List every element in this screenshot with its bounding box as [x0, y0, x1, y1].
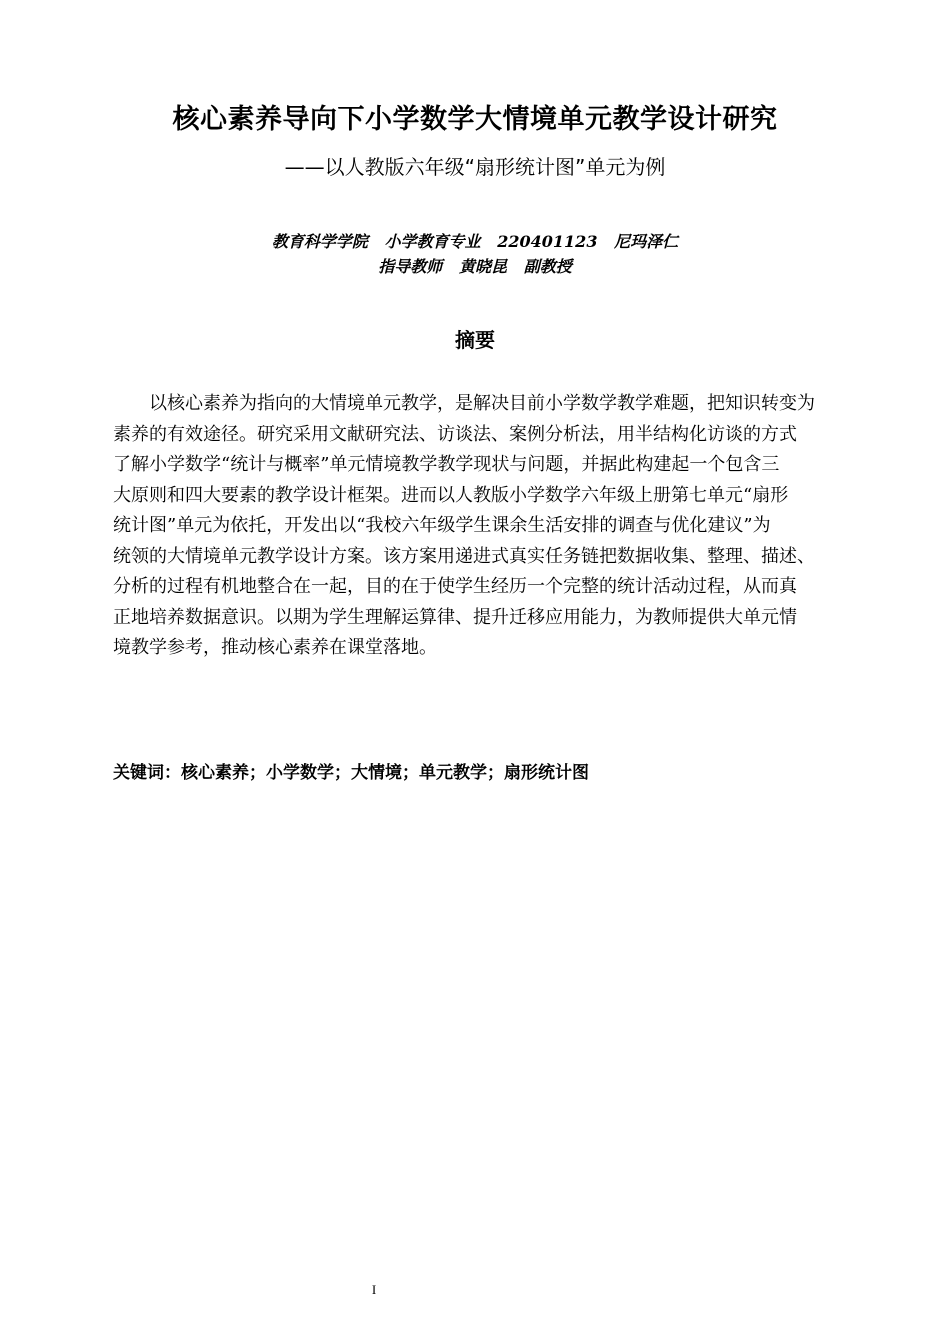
abstract-line: 统领的大情境单元教学设计方案。该方案用递进式真实任务链把数据收集、整理、描述、 [113, 545, 815, 567]
keywords: 关键词：核心素养；小学数学；大情境；单元教学；扇形统计图 [113, 763, 589, 783]
author-info: 教育科学学院 小学教育专业 220401123 尼玛泽仁 [271, 232, 679, 251]
paper-subtitle: ——以人教版六年级“扇形统计图”单元为例 [284, 155, 666, 179]
abstract-line: 素养的有效途径。研究采用文献研究法、访谈法、案例分析法，用半结构化访谈的方式 [113, 423, 797, 445]
page-number-container [0, 1280, 950, 1300]
abstract-body [113, 389, 873, 664]
abstract-line: 正地培养数据意识。以期为学生理解运算律、提升迁移应用能力，为教师提供大单元情 [113, 606, 797, 628]
abstract-line: 了解小学数学“统计与概率”单元情境教学教学现状与问题，并据此构建起一个包含三 [113, 454, 780, 475]
abstract-line: 境教学参考，推动核心素养在课堂落地。 [113, 637, 437, 658]
page-number: I [371, 1282, 377, 1297]
paper-title: 核心素养导向下小学数学大情境单元教学设计研究 [172, 104, 778, 135]
abstract-line: 统计图”单元为依托，开发出以“我校六年级学生课余生活安排的调查与优化建议”为 [113, 515, 771, 536]
abstract-line: 分析的过程有机地整合在一起，目的在于使学生经历一个完整的统计活动过程，从而真 [113, 576, 797, 597]
abstract-line: 以核心素养为指向的大情境单元教学，是解决目前小学数学教学难题，把知识转变为 [149, 393, 815, 414]
abstract-heading: 摘要 [455, 328, 495, 352]
advisor-info: 指导教师 黄晓昆 副教授 [378, 257, 572, 276]
abstract-line: 大原则和四大要素的教学设计框架。进而以人教版小学数学六年级上册第七单元“扇形 [113, 484, 789, 506]
